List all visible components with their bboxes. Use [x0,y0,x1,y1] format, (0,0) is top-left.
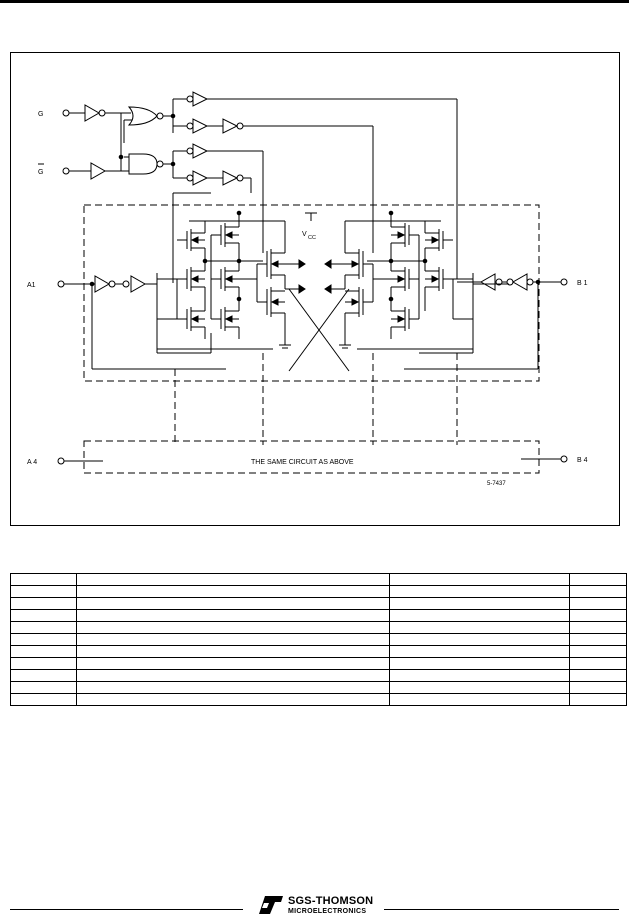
table-cell [11,622,77,634]
schematic-frame [10,52,620,526]
table-row [11,682,627,694]
table-cell [390,682,570,694]
table-cell [570,670,627,682]
table-cell [390,598,570,610]
table-cell [390,658,570,670]
table-cell [11,682,77,694]
top-rule [0,0,629,3]
brand-name: SGS-THOMSON [288,895,374,907]
table-cell [390,694,570,706]
table-cell [77,574,390,586]
footer [0,892,629,920]
table-row [11,694,627,706]
table-cell [77,622,390,634]
table-cell [570,622,627,634]
label-b1: B 1 [577,280,588,287]
label-a4: A 4 [27,459,38,466]
label-g: G [38,111,44,118]
table-cell [77,610,390,622]
table-cell [11,694,77,706]
st-logo-icon [257,894,285,916]
table-cell [570,694,627,706]
label-vcc: V [302,231,307,238]
figure-code: 5-7437 [487,481,506,487]
label-a1: A1 [27,282,36,289]
table-row [11,670,627,682]
table-cell [11,646,77,658]
table-cell [77,658,390,670]
table-cell [570,658,627,670]
table-cell [570,574,627,586]
table-cell [11,574,77,586]
table-cell [11,586,77,598]
table-cell [11,598,77,610]
table-cell [570,682,627,694]
table-cell [77,682,390,694]
empty-table [10,573,627,706]
footer-rule [10,909,243,910]
table-cell [77,694,390,706]
table-cell [11,658,77,670]
table-row [11,646,627,658]
table-row [11,634,627,646]
table-cell [11,634,77,646]
same-circuit-label: THE SAME CIRCUIT AS ABOVE [251,459,354,466]
table-cell [570,610,627,622]
table-row [11,610,627,622]
table-cell [390,586,570,598]
table-cell [77,670,390,682]
table-cell [11,670,77,682]
brand-subtitle: MICROELECTRONICS [288,908,367,915]
table-cell [77,634,390,646]
circuit-schematic [11,53,619,525]
table-row [11,598,627,610]
table-cell [390,634,570,646]
right-transistor-cluster [325,211,538,369]
table-cell [570,634,627,646]
label-b4: B 4 [577,457,588,464]
table-row [11,586,627,598]
table-cell [390,622,570,634]
table-row [11,574,627,586]
table-cell [11,610,77,622]
table-cell [77,586,390,598]
table-cell [77,646,390,658]
table-cell [77,598,390,610]
table-cell [570,598,627,610]
table-cell [390,574,570,586]
footer-rule [384,909,619,910]
table-cell [390,646,570,658]
label-g-bar: G [38,169,44,176]
table-row [11,658,627,670]
label-vcc-sub: CC [308,235,316,241]
table-row [11,622,627,634]
left-transistor-cluster [157,211,305,353]
table-cell [570,646,627,658]
table-cell [570,586,627,598]
table-cell [390,610,570,622]
table-cell [390,670,570,682]
